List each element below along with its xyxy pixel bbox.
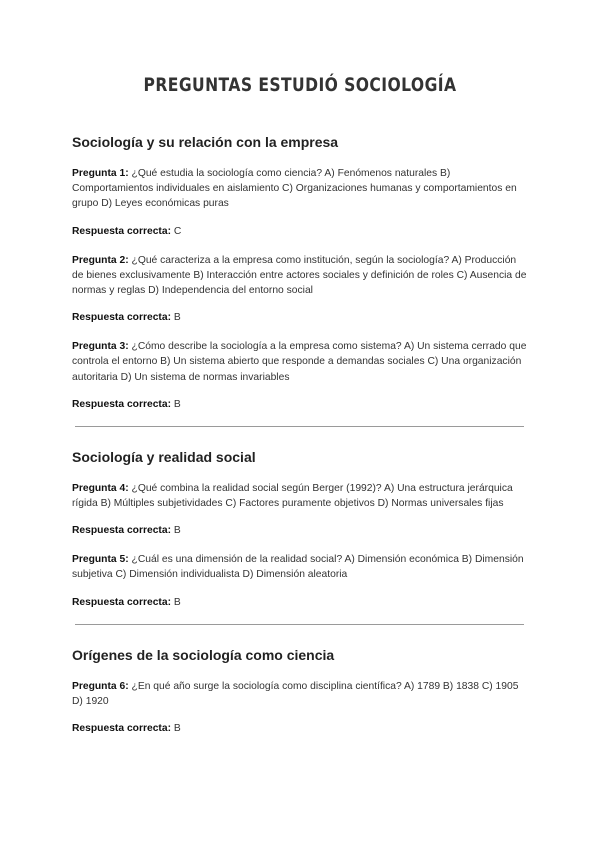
answer-3 bbox=[72, 397, 528, 412]
answer-4 bbox=[72, 523, 528, 538]
section-divider bbox=[75, 426, 524, 427]
question-label: Pregunta 1: bbox=[72, 168, 129, 179]
section-sociologia-empresa bbox=[72, 134, 528, 412]
section-title: Sociología y su relación con la empresa bbox=[72, 134, 339, 150]
answer-value: B bbox=[173, 312, 181, 324]
answer-value: B bbox=[173, 723, 181, 735]
question-3 bbox=[72, 339, 528, 385]
question-5 bbox=[72, 552, 528, 582]
question-1 bbox=[72, 166, 528, 212]
answer-value: C bbox=[173, 225, 182, 237]
question-label: Pregunta 4: bbox=[72, 482, 129, 494]
answer-label: Respuesta correcta: bbox=[72, 525, 172, 537]
question-label: Pregunta 6: bbox=[72, 680, 129, 692]
question-label: Pregunta 3: bbox=[72, 341, 129, 353]
answer-6 bbox=[72, 721, 528, 736]
answer-label: Respuesta correcta: bbox=[72, 596, 172, 608]
question-text: ¿Qué estudia la sociología como ciencia? A) Fenómenos naturales B) Comportamientos individuales en aislamiento C) Organizaciones humanas y comportamientos en grupo D) Leyes económicas puras bbox=[72, 168, 517, 210]
answer-label: Respuesta correcta: bbox=[72, 225, 172, 237]
section-realidad-social bbox=[72, 449, 528, 610]
answer-value: B bbox=[173, 596, 181, 608]
question-2 bbox=[72, 253, 528, 299]
question-label: Pregunta 2: bbox=[72, 254, 129, 266]
document-title: PREGUNTAS ESTUDIÓ SOCIOLOGÍA bbox=[143, 74, 457, 96]
question-text: ¿Qué caracteriza a la empresa como institución, según la sociología? A) Producción de bienes exclusivamente B) Interacción entre actores sociales y definición de roles C) Ausencia de normas y reglas D) Independencia del entorno social bbox=[72, 254, 527, 297]
question-text: ¿En qué año surge la sociología como disciplina científica? A) 1789 B) 1838 C) 1905 D) 1920 bbox=[72, 680, 519, 707]
question-text: ¿Qué combina la realidad social según Berger (1992)? A) Una estructura jerárquica rígida B) Múltiples subjetividades C) Factores puramente objetivos D) Normas universales fijas bbox=[72, 482, 513, 510]
document-body bbox=[72, 134, 528, 750]
question-text: ¿Cómo describe la sociología a la empresa como sistema? A) Un sistema cerrado que controla el entorno B) Un sistema abierto que responde a demandas sociales C) Una organización autoritaria D) Un sistema de normas invariables bbox=[72, 341, 527, 383]
section-title: Orígenes de la sociología como ciencia bbox=[72, 646, 335, 663]
answer-label: Respuesta correcta: bbox=[72, 398, 172, 410]
question-text: ¿Cuál es una dimensión de la realidad social? A) Dimensión económica B) Dimensión subjetiva C) Dimensión individualista D) Dimensión aleatoria bbox=[72, 554, 524, 581]
section-origenes-sociologia bbox=[72, 647, 528, 736]
answer-1 bbox=[72, 224, 528, 239]
question-6 bbox=[72, 679, 528, 709]
section-title: Sociología y realidad social bbox=[72, 448, 256, 465]
section-divider bbox=[75, 624, 524, 625]
answer-2 bbox=[72, 310, 528, 325]
question-4 bbox=[72, 481, 528, 511]
question-label: Pregunta 5: bbox=[72, 554, 129, 566]
answer-5 bbox=[72, 595, 528, 610]
answer-value: B bbox=[173, 398, 181, 410]
answer-label: Respuesta correcta: bbox=[72, 312, 172, 324]
answer-value: B bbox=[173, 525, 181, 537]
answer-label: Respuesta correcta: bbox=[72, 723, 172, 735]
